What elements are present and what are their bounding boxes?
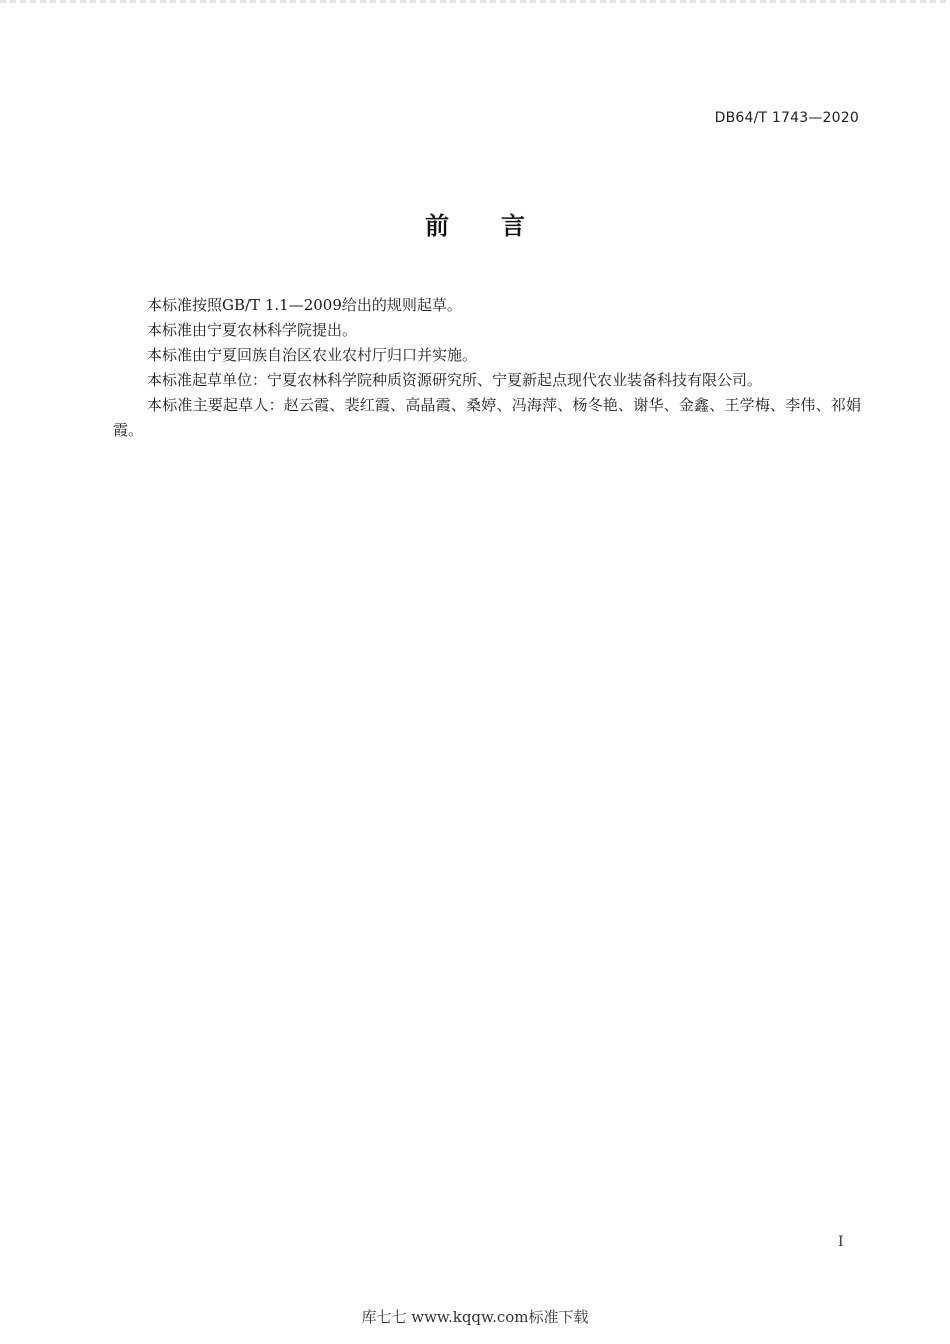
top-edge-artifact [0,0,950,3]
title-char-1: 前 [425,212,449,240]
paragraph-proposer: 本标准由宁夏农林科学院提出。 [147,321,358,339]
paragraph-administrator: 本标准由宁夏回族自治区农业农村厅归口并实施。 [147,346,478,364]
foreword-body [113,293,861,443]
paragraph-drafters: 本标准主要起草人：赵云霞、裴红霞、高晶霞、桑婷、冯海萍、杨冬艳、谢华、金鑫、王学梅、李伟、祁娟霞。 [113,396,861,439]
paragraph-drafting-units: 本标准起草单位：宁夏农林科学院种质资源研究所、宁夏新起点现代农业装备科技有限公司。 [147,371,763,389]
page-title [0,206,950,241]
footer-watermark: 库七七 www.kqqw.com标准下载 [361,1308,589,1326]
document-code: DB64/T 1743—2020 [714,110,859,126]
paragraph-drafting-rules: 本标准按照GB/T 1.1—2009给出的规则起草。 [147,296,462,314]
title-char-2: 言 [501,212,525,240]
page-number: I [838,1234,844,1250]
